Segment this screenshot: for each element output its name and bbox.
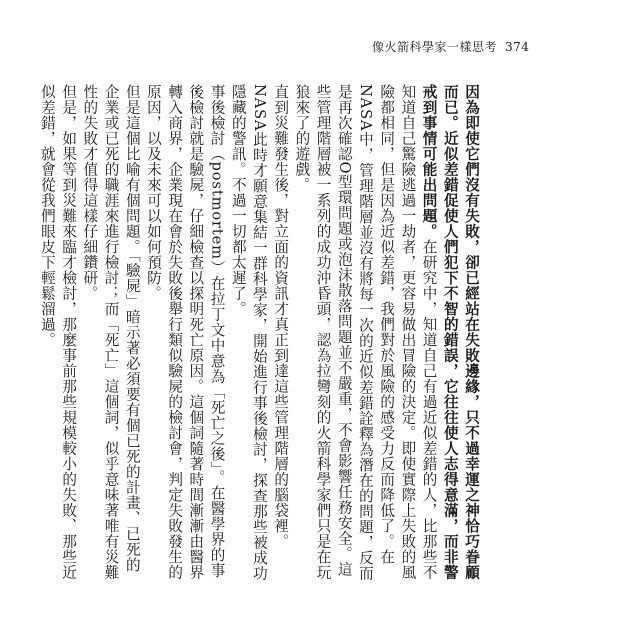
running-header <box>372 38 532 58</box>
paragraph-3 <box>143 84 228 584</box>
paragraph-4 <box>79 84 143 584</box>
paragraph-text: 直到災難發生後，對立面的資訊才真正到達這些管理階層的腦袋裡。NASA此時才願意集結一群科學家，開始進行事後檢討，探查那些被成功隱藏的警訊。不過一切都太遲了。 <box>229 84 290 581</box>
paragraph-text: 但是這個比喻有個問題。「驗屍」暗示著必須要有個已死的計畫、已死的企業或已死的職涯來進行檢討；而「死亡」這個詞，似乎意味著唯有災難性的失敗才值得這樣仔細鑽研。 <box>81 84 141 580</box>
paragraph-5 <box>37 84 79 584</box>
book-title: 像火箭科學家一樣思考 <box>372 40 498 54</box>
emphasized-text: 因為即使它們沒有失敗，卻已經站在失敗邊緣，只不過幸運之神恰巧眷顧而已。近似差錯促使人們犯下不智的錯誤，它往往使人志得意滿，而非警戒到事情可能出問題。 <box>420 84 480 580</box>
body-text <box>38 84 482 584</box>
page-number: 374 <box>505 40 530 54</box>
paragraph-1 <box>291 84 482 584</box>
paragraph-text: 在研究中，知道自己有過近似差錯的人，比那些不知道自己驚險逃過一劫者，更容易做出冒險的決定。即使實際上失敗的風險都相同，但是因為近似差錯，我們對於風險的感受力反而降低了。在NASA中，管理階層並沒有將每一次的近似差錯詮釋為潛在的問題，反而是再次確認O型環問題或泡沫散落問題並不嚴重，不會影響任務安全。這些管理階層被一系列的成功沖昏頭，認為拉彎刻的火箭科學家們只是在玩狼來了的遊戲。 <box>293 84 438 581</box>
paragraph-text: 事後檢討（postmortem）在拉丁文中意為「死亡之後」。在醫學界的事後檢討就是驗屍，仔細檢查以探明死亡原因。這個詞隨著時間漸漸由醫界轉入商界，企業現在會於失敗後舉行類似驗屍的檢討會，判定失敗發生的原因，以及未來可以如何預防。 <box>144 84 226 580</box>
paragraph-text: 但是，如果等到災難來臨才檢討，那麼事前那些規模較小的失敗、那些近似差錯，就會從我們眼皮下輕鬆溜過。 <box>38 84 78 580</box>
paragraph-2 <box>228 84 292 584</box>
